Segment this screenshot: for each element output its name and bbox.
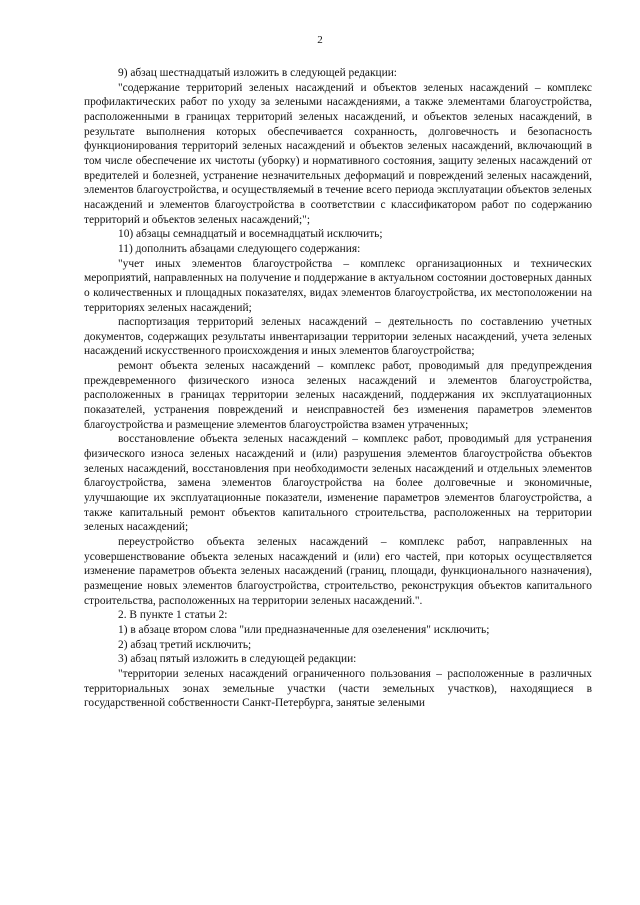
paragraph-11-heading: 11) дополнить абзацами следующего содержания: (118, 242, 361, 255)
paragraph-limited-use-definition: "территории зеленых насаждений ограниченного пользования – расположенные в различных территориальных зонах земельные участки (части земельных участков), находящиеся в государственной собственности Санкт-Петербурга, занятые зелеными (84, 667, 592, 710)
paragraph-rearrangement-definition: переустройство объекта зеленых насаждений – комплекс работ, направленных на усовершенствование объекта зеленых насаждений и (или) его частей, при которых осуществляется изменение параметров объекта зеленых насаждений (границ, площади, функционального назначения), размещение новых элементов благоустройства, строительство, реконструкция объектов капитального строительства, расположенных на территории зеленых насаждений.". (84, 536, 592, 607)
document-body (84, 66, 592, 711)
paragraph-item-3: 3) абзац пятый изложить в следующей редакции: (118, 653, 357, 666)
paragraph-passportization-definition: паспортизация территорий зеленых насаждений – деятельность по составлению учетных документов, содержащих результаты инвентаризации территории зеленых насаждений, учета зеленых насаждений искусственного происхождения и иных элементов благоустройства; (84, 316, 592, 358)
paragraph-content-definition: "содержание территорий зеленых насаждений и объектов зеленых насаждений – комплекс профилактических работ по уходу за зелеными насаждениями, а также элементами благоустройства, расположенными в границах территорий зеленых насаждений, и объектов зеленых насаждений, в результате выполнения которых обеспечивается сохранность, долговечность и безопасность функционирования территорий зеленых насаждений и объектов зеленых насаждений, включающий в том числе обеспечение их чистоты (уборку) и нормативного состояния, защиту зеленых насаждений от вредителей и болезней, устранение незначительных деформаций и повреждений зеленых насаждений, элементов благоустройства, и осуществляемый в течение всего периода эксплуатации объектов зеленых насаждений и элементов благоустройства в соответствии с классификатором работ по содержанию территорий и объектов зеленых насаждений;"; (84, 81, 592, 226)
paragraph-item-2: 2) абзац третий исключить; (118, 638, 252, 651)
paragraph-accounting-definition: "учет иных элементов благоустройства – комплекс организационных и технических мероприятий, направленных на получение и поддержание в актуальном состоянии достоверных данных о количественных и площадных показателях, видах элементов благоустройства, их местоположении на территориях зеленых насаждений; (84, 257, 592, 314)
paragraph-article-2-heading: 2. В пункте 1 статьи 2: (118, 609, 228, 622)
paragraph-item-1: 1) в абзаце втором слова "или предназначенные для озеленения" исключить; (118, 623, 490, 636)
paragraph-10: 10) абзацы семнадцатый и восемнадцатый исключить; (118, 228, 383, 241)
paragraph-repair-definition: ремонт объекта зеленых насаждений – комплекс работ, проводимый для предупреждения преждевременного физического износа зеленых насаждений и элементов благоустройства, расположенных в границах территории зеленых насаждений, поддержания их эксплуатационных показателей, устранения повреждений и неисправностей без изменения параметров элементов благоустройства и размещение элементов благоустройства взамен утраченных; (84, 360, 592, 431)
page-number: 2 (317, 34, 323, 46)
paragraph-restoration-definition: восстановление объекта зеленых насаждений – комплекс работ, проводимый для устранения физического износа зеленых насаждений и (или) разрушения элементов благоустройства объектов зеленых насаждений, восстановления при необходимости зеленых насаждений и отдельных элементов благоустройства, замена элементов благоустройства на более долговечные и экономичные, улучшающие их эксплуатационные показатели, изменение параметров элементов благоустройства, а также капитальный ремонт объектов капитального строительства, расположенных на территории зеленых насаждений; (84, 433, 592, 534)
paragraph-9-heading: 9) абзац шестнадцатый изложить в следующей редакции: (118, 67, 397, 79)
